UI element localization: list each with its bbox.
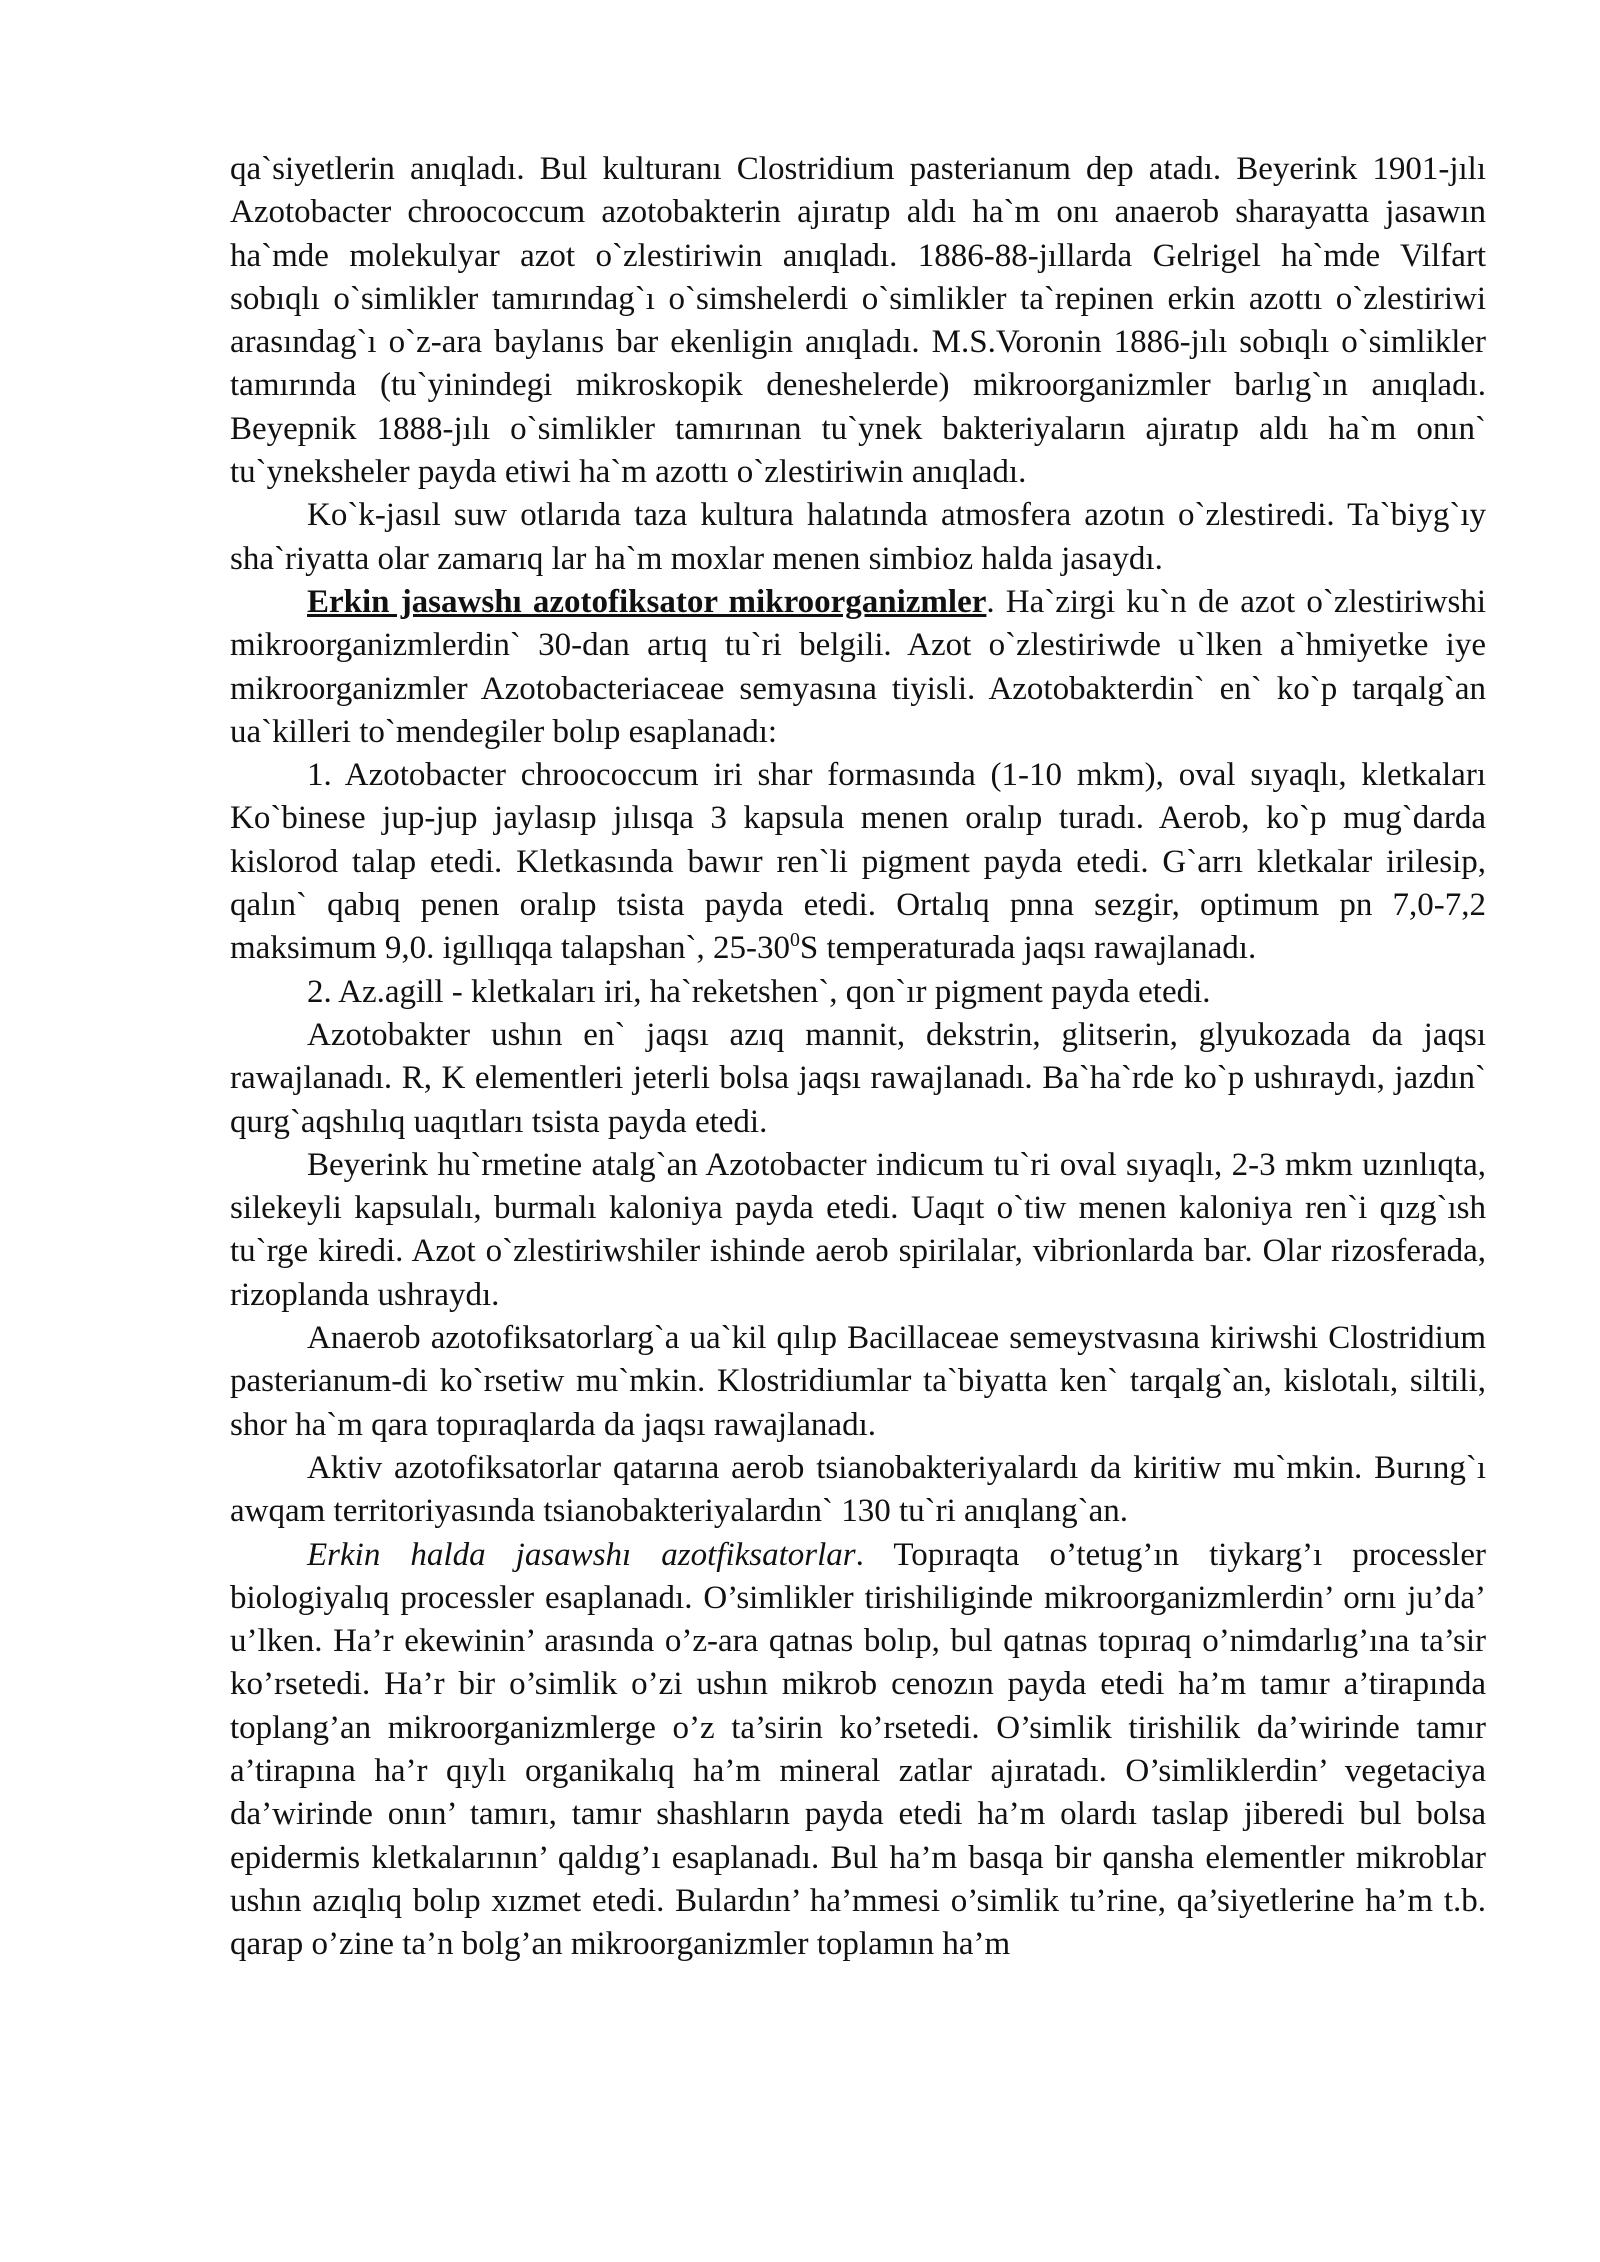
degree-superscript: 0 bbox=[790, 929, 800, 952]
paragraph-agilis: 2. Az.agill - kletkaları iri, ha`reketshen`, qon`ır pigment payda etedi. bbox=[307, 973, 1211, 1010]
section-heading: Erkin jasawshı azotofiksator mikroorganizmler bbox=[307, 583, 987, 620]
paragraph-free-living-fixers bbox=[230, 581, 1486, 754]
paragraph-history: qa`siyetlerin anıqladı. Bul kulturanı Clostridium pasterianum dep atadı. Beyerink 1901-jılı Azotobacter chroococcum azotobakterin ajıratıp aldı ha`m onı anaerob sharayatta jasawın ha`mde molekulyar azot o`zlestiriwin anıqladı. 1886-88-jıllarda Gelrigel ha`mde Vilfart sobıqlı o`simlikler tamırındag`ı o`simshelerdi o`simlikler ta`repinen erkin azottı o`zlestiriwi arasındag`ı o`z-ara baylanıs bar ekenligin anıqladı. M.S.Voronin 1886-jılı sobıqlı o`simlikler tamırında (tu`yinindegi mikroskopik deneshelerde) mikroorganizmler barlıg`ın anıqladı. Beyepnik 1888-jılı o`simlikler tamırınan tu`ynek bakteriyaların ajıratıp aldı ha`m onın` tu`yneksheler payda etiwi ha`m azottı o`zlestiriwin anıqladı. bbox=[230, 151, 1486, 491]
paragraph-text: . Topıraqta o’tetug’ın tiykarg’ı processler biologiyalıq processler esaplanadı. O’simlikler tirishiliginde mikroorganizmlerdin’ ornı ju’da’ u’lken. Ha’r ekewinin’ arasında o’z-ara qatnas bolıp, bul qatnas topıraq o’nimdarlıg’ına ta’sir ko’rsetedi. Ha’r bir o’simlik o’zi ushın mikrob cenozın payda etedi ha’m tamır a’tirapında toplang’an mikroorganizmlerge o’z ta’sirin ko’rsetedi. O’simlik tirishilik da’wirinde tamır a’tirapına ha’r qıylı organikalıq ha’m mineral zatlar ajıratadı. O’simliklerdin’ vegetaciya da’wirinde onın’ tamırı, tamır shashların payda etedi ha’m olardı taslap jiberedi bul bolsa epidermis kletkalarının’ qaldıg’ı esaplanadı. Bul ha’m basqa bir qansha elementler mikroblar ushın azıqlıq bolıp xızmet etedi. Bulardın’ ha’mmesi o’simlik tu’rine, qa’siyetlerine ha’m t.b. qarap o’zine ta’n bolg’an mikroorganizmler toplamın ha’m bbox=[230, 1536, 1486, 1963]
paragraph-free-living-halda bbox=[230, 1534, 1486, 1967]
paragraph-active-fixers: Aktiv azotofiksatorlar qatarına aerob tsianobakteriyalardı da kiritiw mu`mkin. Burıng`ı awqam territoriyasında tsianobakteriyalardın` 130 tu`ri anıqlang`an. bbox=[230, 1449, 1486, 1530]
paragraph-chroococcum bbox=[230, 754, 1486, 970]
paragraph-cyanobacteria: Ko`k-jasıl suw otlarıda taza kultura halatında atmosfera azotın o`zlestiredi. Ta`biyg`ıy sha`riyatta olar zamarıq lar ha`m moxlar menen simbioz halda jasaydı. bbox=[230, 497, 1486, 577]
paragraph-nutrition: Azotobakter ushın en` jaqsı azıq mannit, dekstrin, glitserin, glyukozada da jaqsı rawajlanadı. R, K elementleri jeterli bolsa jaqsı rawajlanadı. Ba`ha`rde ko`p ushıraydı, jazdın` qurg`aqshılıq uaqıtları tsista payda etedi. bbox=[230, 1016, 1486, 1140]
paragraph-text: . Ha`zirgi ku`n de azot o`zlestiriwshi mikroorganizmlerdin` 30-dan artıq tu`ri belgili. Azot o`zlestiriwde u`lken a`hmiyetke iye mikroorganizmler Azotobacteriaceae semyasına tiyisli. Azotobakterdin` en` ko`p tarqalg`an ua`killeri to`mendegiler bolıp esaplanadı: bbox=[230, 583, 1486, 750]
paragraph-anaerobic: Anaerob azotofiksatorlarg`a ua`kil qılıp Bacillaceae semeystvasına kiriwshi Clostridium pasterianum-di ko`rsetiw mu`mkin. Klostridiumlar ta`biyatta ken` tarqalg`an, kislotalı, siltili, shor ha`m qara topıraqlarda da jaqsı rawajlanadı. bbox=[230, 1320, 1486, 1443]
paragraph-text: S temperaturada jaqsı rawajlanadı. bbox=[799, 930, 1257, 967]
paragraph-text: 1. Azotobacter chroococcum iri shar formasında (1-10 mkm), oval sıyaqlı, kletkaları Ko`binese jup-jup jaylasıp jılısqa 3 kapsula menen oralıp turadı. Aerob, ko`p mug`darda kislorod talap etedi. Kletkasında bawır ren`li pigment payda etedi. G`arrı kletkalar irilesip, qalın` qabıq penen oralıp tsista payda etedi. Ortalıq pnna sezgir, optimum pn 7,0-7,2 maksimum 9,0. igıllıqqa talapshan`, 25-30 bbox=[230, 757, 1486, 967]
italic-heading: Erkin halda jasawshı azotfiksatorlar bbox=[307, 1536, 856, 1573]
paragraph-indicum: Beyerink hu`rmetine atalg`an Azotobacter indicum tu`ri oval sıyaqlı, 2-3 mkm uzınlıqta, silekeyli kapsulalı, burmalı kaloniya payda etedi. Uaqıt o`tiw menen kaloniya ren`i qızg`ısh tu`rge kiredi. Azot o`zlestiriwshiler ishinde aerob spirilalar, vibrionlarda bar. Olar rizosferada, rizoplanda ushraydı. bbox=[230, 1146, 1486, 1313]
body-text bbox=[230, 148, 1486, 1966]
